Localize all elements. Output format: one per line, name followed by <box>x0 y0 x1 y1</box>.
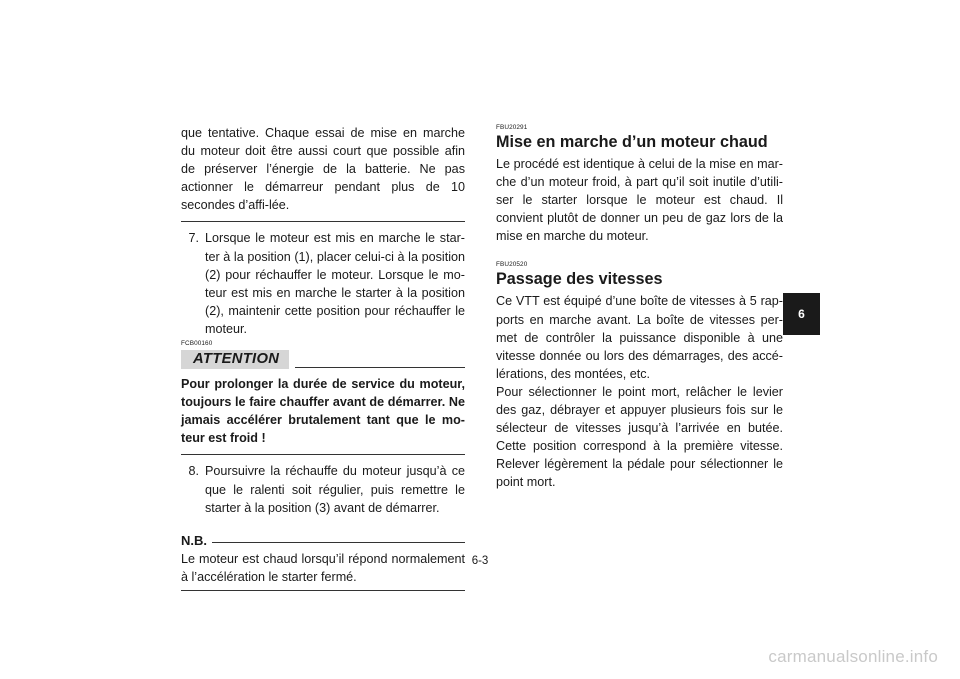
section-heading: Mise en marche d’un moteur chaud <box>496 133 768 151</box>
step-number: 8. <box>188 464 199 479</box>
step-8 <box>181 462 465 516</box>
right-column <box>496 124 783 492</box>
note-header-line <box>212 542 465 543</box>
section-text: Pour sélectionner le point mort, relâcher le levier des gaz, débrayer et appuyer plusieurs fois sur le sélecteur de vitesses jusqu’à l’arrivée en butée. Cette position correspond à la première vitesse. Relever légèrement la pédale pour sélectionner le point mort. <box>496 384 783 490</box>
section-code: FBU20291 <box>496 124 528 131</box>
chapter-tab: 6 <box>783 293 820 335</box>
note-label: N.B. <box>181 532 207 548</box>
step-text: Poursuivre la réchauffe du moteur jusqu’à ce que le ralenti soit régulier, puis remettre le starter à la position (3) avant de démarrer. <box>205 464 465 515</box>
watermark: carmanualsonline.info <box>768 647 938 666</box>
divider <box>181 454 465 455</box>
divider <box>181 590 465 591</box>
caution-header-line <box>295 367 465 368</box>
section-text: Le procédé est identique à celui de la mise en mar-che d’un moteur froid, à part qu’il soit inutile d’utili-ser le starter lorsque le moteur est chaud. Il convient plutôt de donner un peu de gaz lors de la mise en marche du moteur. <box>496 157 783 244</box>
step-number: 7. <box>188 231 199 246</box>
caution-label: ATTENTION <box>181 350 289 369</box>
step-text: Lorsque le moteur est mis en marche le star-ter à la position (1), placer celui-ci à la position (2) pour réchauffer le moteur. Lorsque le mo-teur est mis en marche le starter à la position (2), maintenir cette position pour réchauffer le moteur. <box>205 231 465 336</box>
note-text: Le moteur est chaud lorsqu’il répond normalement à l’accélération le starter fermé. <box>181 551 465 584</box>
section-text: Ce VTT est équipé d’une boîte de vitesses à 5 rap-ports en marche avant. La boîte de vitesses per-met de contrôler la puissance disponible à une vitesse donnée ou lors des démarrages, des accé-lérations, des montées, etc. <box>496 294 783 381</box>
intro-paragraph: que tentative. Chaque essai de mise en marche du moteur doit être aussi court que possible afin de préserver l’énergie de la batterie. Ne pas actionner le démarreur pendant plus de 10 secondes d’affi-lée. <box>181 126 465 213</box>
step-7 <box>181 229 465 338</box>
caution-code: FCB00160 <box>181 340 213 348</box>
note-header <box>181 532 465 550</box>
caution-header <box>181 350 465 369</box>
page-number: 6-3 <box>471 555 489 567</box>
caution-text: Pour prolonger la durée de service du moteur, toujours le faire chauffer avant de démarrer. Ne jamais accélérer brutalement tant que le mo-teur est froid ! <box>181 377 465 446</box>
section-code: FBU20520 <box>496 261 528 269</box>
left-column <box>181 124 465 598</box>
section-heading: Passage des vitesses <box>496 270 663 289</box>
divider <box>181 221 465 222</box>
